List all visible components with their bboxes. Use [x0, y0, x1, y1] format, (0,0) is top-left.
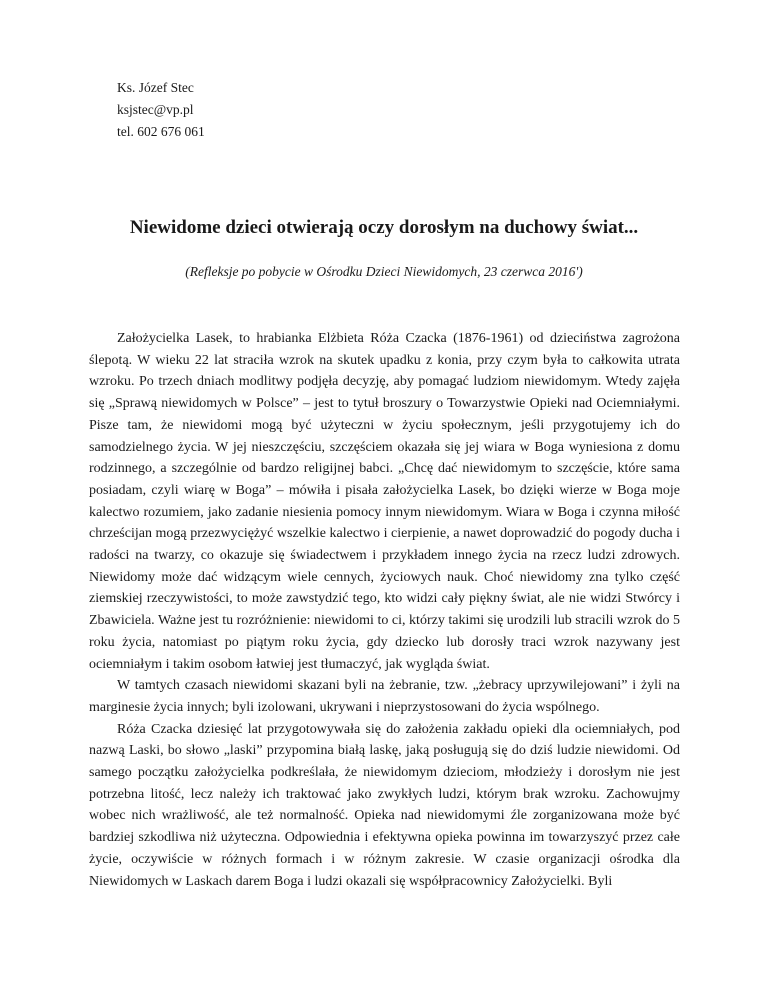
document-subtitle: (Refleksje po pobycie w Ośrodku Dzieci Niewidomych, 23 czerwca 2016')	[185, 264, 583, 279]
paragraph: Założycielka Lasek, to hrabianka Elżbieta Róża Czacka (1876-1961) od dzieciństwa zagrożona ślepotą. W wieku 22 lat straciła wzrok na skutek upadku z konia, przy czym była to całkowita utrata wzroku. Po trzech dniach modlitwy podjęła decyzję, aby pomagać ludziom niewidomym. Wtedy zajęła się „Sprawą niewidomych w Polsce” – jest to tytuł broszury o Towarzystwie Opieki nad Ociemniałymi. Pisze tam, że niewidomi mogą być użyteczni w życiu społecznym, jeśli przygotujemy ich do samodzielnego życia. W jej nieszczęściu, szczęściem okazała się jej wiara w Boga wyniesiona z domu rodzinnego, a szczególnie od bardzo religijnej babci. „Chcę dać niewidomym to szczęście, które sama posiadam, czyli wiarę w Boga” – mówiła i pisała założycielka Lasek, bo dzięki wierze w Boga moje kalectwo rozumiem, jako zadanie niesienia pomocy innym niewidomym. Wiara w Boga i czynna miłość chrześcijan mogą przezwyciężyć wszelkie kalectwo i cierpienie, a nawet doprowadzić do pogody ducha i radości na twarzy, co okazuje się świadectwem i przykładem innego życia na rzecz ludzi zdrowych. Niewidomy może dać widzącym wiele cennych, życiowych nauk. Choć niewidomy zna tylko część ziemskiej rzeczywistości, to może zawstydzić tego, kto widzi cały piękny świat, ale nie widzi Stwórcy i Zbawiciela. Ważne jest tu rozróżnienie: niewidomi to ci, którzy takimi się urodzili lub stracili wzrok do 5 roku życia, natomiast po piątym roku życia, gdy dziecko lub dorosły traci wzrok nazywany jest ociemniałym i takim osobom łatwiej jest tłumaczyć, jak wygląda świat.	[89, 331, 680, 672]
document-title: Niewidome dzieci otwierają oczy dorosłym na duchowy świat...	[129, 217, 639, 238]
paragraph: W tamtych czasach niewidomi skazani byli na żebranie, tzw. „żebracy uprzywilejowani” i żyli na marginesie życia innych; byli izolowani, ukrywani i nieprzystosowani do życia wspólnego.	[89, 678, 680, 715]
author-name: Ks. Józef Stec	[117, 80, 194, 95]
author-email[interactable]: ksjstec@vp.pl	[117, 102, 194, 117]
document-body	[89, 328, 680, 892]
paragraph: Róża Czacka dziesięć lat przygotowywała się do założenia zakładu opieki dla ociemniałych, pod nazwą Laski, bo słowo „laski” przypomina białą laskę, jaką posługują się do dziś ludzie niewidomi. Od samego początku założycielka podkreślała, że niewidomym dzieciom, młodzieży i dorosłym nie jest potrzebna litość, lecz należy ich traktować jako zwykłych ludzi, którym brak wzroku. Zachowujmy wobec nich wrażliwość, ale też normalność. Opieka nad niewidomymi źle zorganizowana może być bardziej szkodliwa niż użyteczna. Odpowiednia i efektywna opieka powinna im towarzyszyć przez całe życie, oczywiście w różnych formach i w różnym zakresie. W czasie organizacji ośrodka dla Niewidomych w Laskach darem Boga i ludzi okazali się współpracownicy Założycielki. Byli	[89, 721, 680, 889]
author-phone: tel. 602 676 061	[117, 124, 205, 139]
contact-block	[117, 77, 205, 143]
